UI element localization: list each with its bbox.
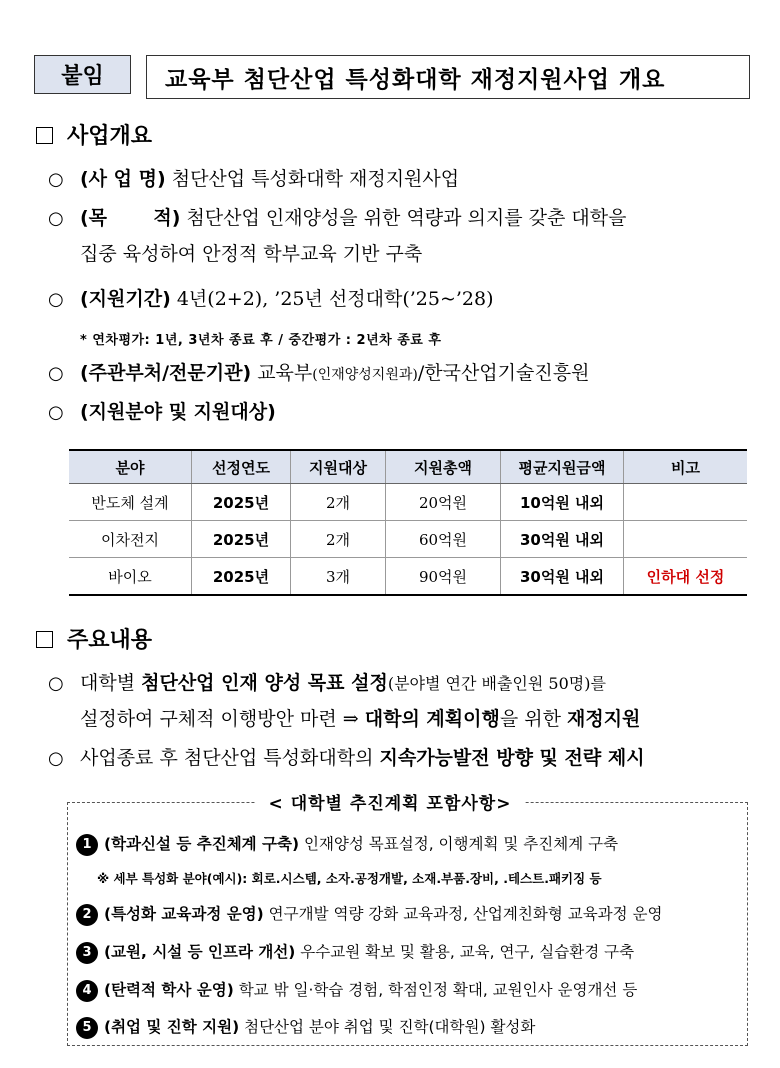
square-bullet-icon <box>36 127 53 144</box>
table-cell: 2025년 <box>192 484 291 521</box>
evaluation-note: * 연차평가: 1년, 3년차 종료 후 / 중간평가 : 2년차 종료 후 <box>80 333 442 348</box>
table-cell: 이차전지 <box>69 521 192 558</box>
table-cell: 2개 <box>291 484 386 521</box>
square-bullet-icon <box>36 631 53 648</box>
table-cell: 2025년 <box>192 521 291 558</box>
table-cell: 10억원 내외 <box>501 484 624 521</box>
plan-item-3: 3 (교원, 시설 등 인프라 개선) 우수교원 확보 및 활용, 교육, 연구, 실습환경 구축 <box>76 940 634 964</box>
table-row <box>69 484 747 521</box>
circle-bullet-icon: ○ <box>48 208 64 229</box>
highlight-cell: 인하대 선정 <box>624 558 748 596</box>
plan-box-title: < 대학별 추진계획 포함사항> <box>0 789 780 814</box>
table-cell: 2개 <box>291 521 386 558</box>
table-cell: 30억원 내외 <box>501 521 624 558</box>
circle-bullet-icon: ○ <box>48 363 64 384</box>
table-cell: 바이오 <box>69 558 192 596</box>
section-content-heading: 주요내용 <box>36 623 152 654</box>
table-header: 분야 <box>69 450 192 484</box>
content-line-2: 설정하여 구체적 이행방안 마련 ⇒ 대학의 계획이행을 위한 재정지원 <box>80 708 641 730</box>
table-cell: 20억원 <box>386 484 501 521</box>
table-row <box>69 521 747 558</box>
table-header: 비고 <box>624 450 748 484</box>
number-badge-icon: 3 <box>76 942 98 964</box>
table-header: 평균지원금액 <box>501 450 624 484</box>
table-header: 선정연도 <box>192 450 291 484</box>
circle-bullet-icon: ○ <box>48 289 64 310</box>
support-table <box>69 449 747 596</box>
table-cell: 3개 <box>291 558 386 596</box>
agency-line: ○ (주관부처/전문기관) 교육부(인재양성지원과)/한국산업기술진흥원 <box>48 362 590 384</box>
project-name-line: ○ (사 업 명) 첨단산업 특성화대학 재정지원사업 <box>48 168 460 190</box>
table-header: 지원총액 <box>386 450 501 484</box>
plan-item-4: 4 (탄력적 학사 운영) 학교 밖 일·학습 경험, 학점인정 확대, 교원인사 운영개선 등 <box>76 978 637 1002</box>
circle-bullet-icon: ○ <box>48 169 64 190</box>
table-cell <box>624 484 748 521</box>
target-line: ○ (지원분야 및 지원대상) <box>48 401 276 423</box>
table-row <box>69 558 747 596</box>
period-line: ○ (지원기간) 4년(2+2), ’25년 선정대학(’25~’28) <box>48 288 494 310</box>
plan-item-5: 5 (취업 및 진학 지원) 첨단산업 분야 취업 및 진학(대학원) 활성화 <box>76 1015 535 1039</box>
table-cell: 반도체 설계 <box>69 484 192 521</box>
table-header-row <box>69 450 747 484</box>
document-title: 교육부 첨단산업 특성화대학 재정지원사업 개요 <box>146 55 750 99</box>
table-cell: 2025년 <box>192 558 291 596</box>
content-line-1: ○ 대학별 첨단산업 인재 양성 목표 설정(분야별 연간 배출인원 50명)를 <box>48 672 606 694</box>
number-badge-icon: 5 <box>76 1017 98 1039</box>
plan-item-1: 1 (학과신설 등 추진체계 구축) 인재양성 목표설정, 이행계획 및 추진체계 구축 <box>76 832 618 856</box>
table-cell <box>624 521 748 558</box>
section-overview-heading: 사업개요 <box>36 119 152 150</box>
number-badge-icon: 1 <box>76 834 98 856</box>
table-header: 지원대상 <box>291 450 386 484</box>
number-badge-icon: 4 <box>76 980 98 1002</box>
circle-bullet-icon: ○ <box>48 673 64 694</box>
plan-item-2: 2 (특성화 교육과정 운영) 연구개발 역량 강화 교육과정, 산업계친화형 교육과정 운영 <box>76 902 663 926</box>
table-cell: 30억원 내외 <box>501 558 624 596</box>
number-badge-icon: 2 <box>76 904 98 926</box>
purpose-line: ○ (목 적) 첨단산업 인재양성을 위한 역량과 의지를 갖춘 대학을 <box>48 207 627 229</box>
plan-subnote: ※ 세부 특성화 분야(예시): 회로.시스템, 소자.공정개발, 소재.부품.장비, .테스트.패키징 등 <box>97 871 602 886</box>
attachment-tag: 붙임 <box>34 55 131 94</box>
table-cell: 90억원 <box>386 558 501 596</box>
content-line-3: ○ 사업종료 후 첨단산업 특성화대학의 지속가능발전 방향 및 전략 제시 <box>48 747 645 769</box>
circle-bullet-icon: ○ <box>48 402 64 423</box>
circle-bullet-icon: ○ <box>48 748 64 769</box>
table-cell: 60억원 <box>386 521 501 558</box>
purpose-line-2: 집중 육성하여 안정적 학부교육 기반 구축 <box>80 243 423 265</box>
